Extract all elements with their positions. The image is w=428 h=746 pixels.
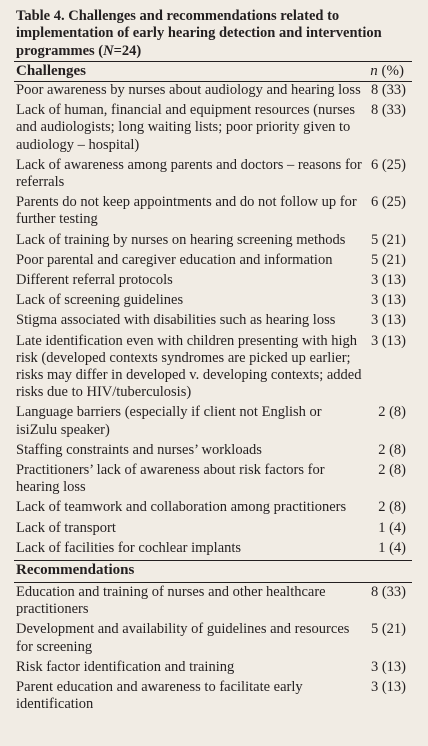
row-value: 5 (21) bbox=[370, 231, 406, 248]
row-value: 8 (33) bbox=[370, 82, 406, 98]
table-row bbox=[16, 272, 410, 289]
table-row bbox=[16, 584, 410, 618]
row-label: Development and availability of guidelines and resources for screening bbox=[16, 621, 350, 655]
challenges-list bbox=[16, 82, 410, 557]
row-value: 3 (13) bbox=[370, 332, 406, 349]
row-label: Parents do not keep appointments and do not follow up for further testing bbox=[16, 194, 357, 228]
table-row bbox=[16, 462, 410, 496]
row-label: Language barriers (especially if client not English or isiZulu speaker) bbox=[16, 404, 322, 438]
row-value: 2 (8) bbox=[378, 441, 406, 458]
title-prefix: Table 4. Challenges and recommendations related to implementation of early hearing detection and intervention programmes ( bbox=[16, 8, 382, 59]
row-label: Practitioners’ lack of awareness about risk factors for hearing loss bbox=[16, 462, 325, 496]
row-label: Lack of facilities for cochlear implants bbox=[16, 539, 242, 556]
row-label: Poor parental and caregiver education and information bbox=[16, 251, 333, 268]
header-n-percent bbox=[370, 62, 404, 81]
row-value: 3 (13) bbox=[370, 658, 406, 675]
table-row bbox=[16, 679, 410, 713]
header-pct: (%) bbox=[377, 63, 404, 79]
row-label: Lack of transport bbox=[16, 519, 116, 536]
row-value: 6 (25) bbox=[370, 194, 406, 211]
table-row bbox=[16, 499, 410, 516]
row-label: Poor awareness by nurses about audiology and hearing loss bbox=[16, 82, 361, 98]
table-row bbox=[16, 232, 410, 249]
table-row bbox=[16, 157, 410, 191]
row-label: Late identification even with children presenting with high risk (developed contexts syndromes are picked up earlier; risks may differ in developed v. developing contexts; added risks due to HIV/tuberculosis) bbox=[16, 332, 362, 401]
table-row bbox=[16, 404, 410, 438]
row-value: 2 (8) bbox=[378, 462, 406, 479]
row-label: Stigma associated with disabilities such as hearing loss bbox=[16, 312, 336, 329]
table-row bbox=[16, 82, 410, 99]
row-value: 3 (13) bbox=[370, 312, 406, 329]
row-value: 2 (8) bbox=[378, 499, 406, 516]
row-value: 5 (21) bbox=[370, 251, 406, 268]
row-label: Parent education and awareness to facilitate early identification bbox=[16, 679, 303, 713]
title-n: N bbox=[103, 42, 114, 59]
table-header bbox=[16, 62, 404, 81]
recommendations-list bbox=[16, 584, 410, 713]
table-row bbox=[16, 252, 410, 269]
row-value: 8 (33) bbox=[370, 584, 406, 601]
table-row bbox=[16, 442, 410, 459]
row-label: Lack of training by nurses on hearing screening methods bbox=[16, 231, 346, 248]
row-value: 8 (33) bbox=[370, 102, 406, 119]
row-label: Education and training of nurses and other healthcare practitioners bbox=[16, 584, 326, 618]
row-value: 3 (13) bbox=[370, 272, 406, 289]
row-value: 1 (4) bbox=[378, 539, 406, 556]
table-row bbox=[16, 333, 410, 402]
header-n: n bbox=[370, 63, 378, 79]
table-row bbox=[16, 292, 410, 309]
row-label: Different referral protocols bbox=[16, 272, 173, 289]
table-title bbox=[16, 8, 420, 60]
row-value: 3 (13) bbox=[370, 292, 406, 309]
header-challenges: Challenges bbox=[16, 63, 87, 79]
row-label: Staffing constraints and nurses’ workloads bbox=[16, 441, 262, 458]
row-value: 5 (21) bbox=[370, 621, 406, 638]
row-value: 3 (13) bbox=[370, 679, 406, 696]
row-value: 1 (4) bbox=[378, 519, 406, 536]
row-label: Lack of screening guidelines bbox=[16, 292, 184, 309]
table-body bbox=[16, 82, 410, 717]
table-row bbox=[16, 194, 410, 228]
row-label: Lack of awareness among parents and doctors – reasons for referrals bbox=[16, 156, 362, 191]
row-label: Lack of teamwork and collaboration among practitioners bbox=[16, 499, 347, 516]
section-rule-bottom bbox=[14, 582, 412, 583]
table-row bbox=[16, 312, 410, 329]
title-suffix: =24) bbox=[113, 42, 142, 59]
table-row bbox=[16, 520, 410, 537]
row-label: Lack of human, financial and equipment resources (nurses and audiologists; long waiting lists; poor priority given to audiology – hospital) bbox=[16, 102, 356, 153]
row-label: Risk factor identification and training bbox=[16, 658, 235, 675]
row-value: 2 (8) bbox=[378, 404, 406, 421]
row-value: 6 (25) bbox=[370, 156, 406, 173]
table-row bbox=[16, 659, 410, 676]
table-row bbox=[16, 540, 410, 557]
table-row bbox=[16, 102, 410, 154]
table-row bbox=[16, 621, 410, 655]
recommendations-header: Recommendations bbox=[16, 562, 135, 579]
